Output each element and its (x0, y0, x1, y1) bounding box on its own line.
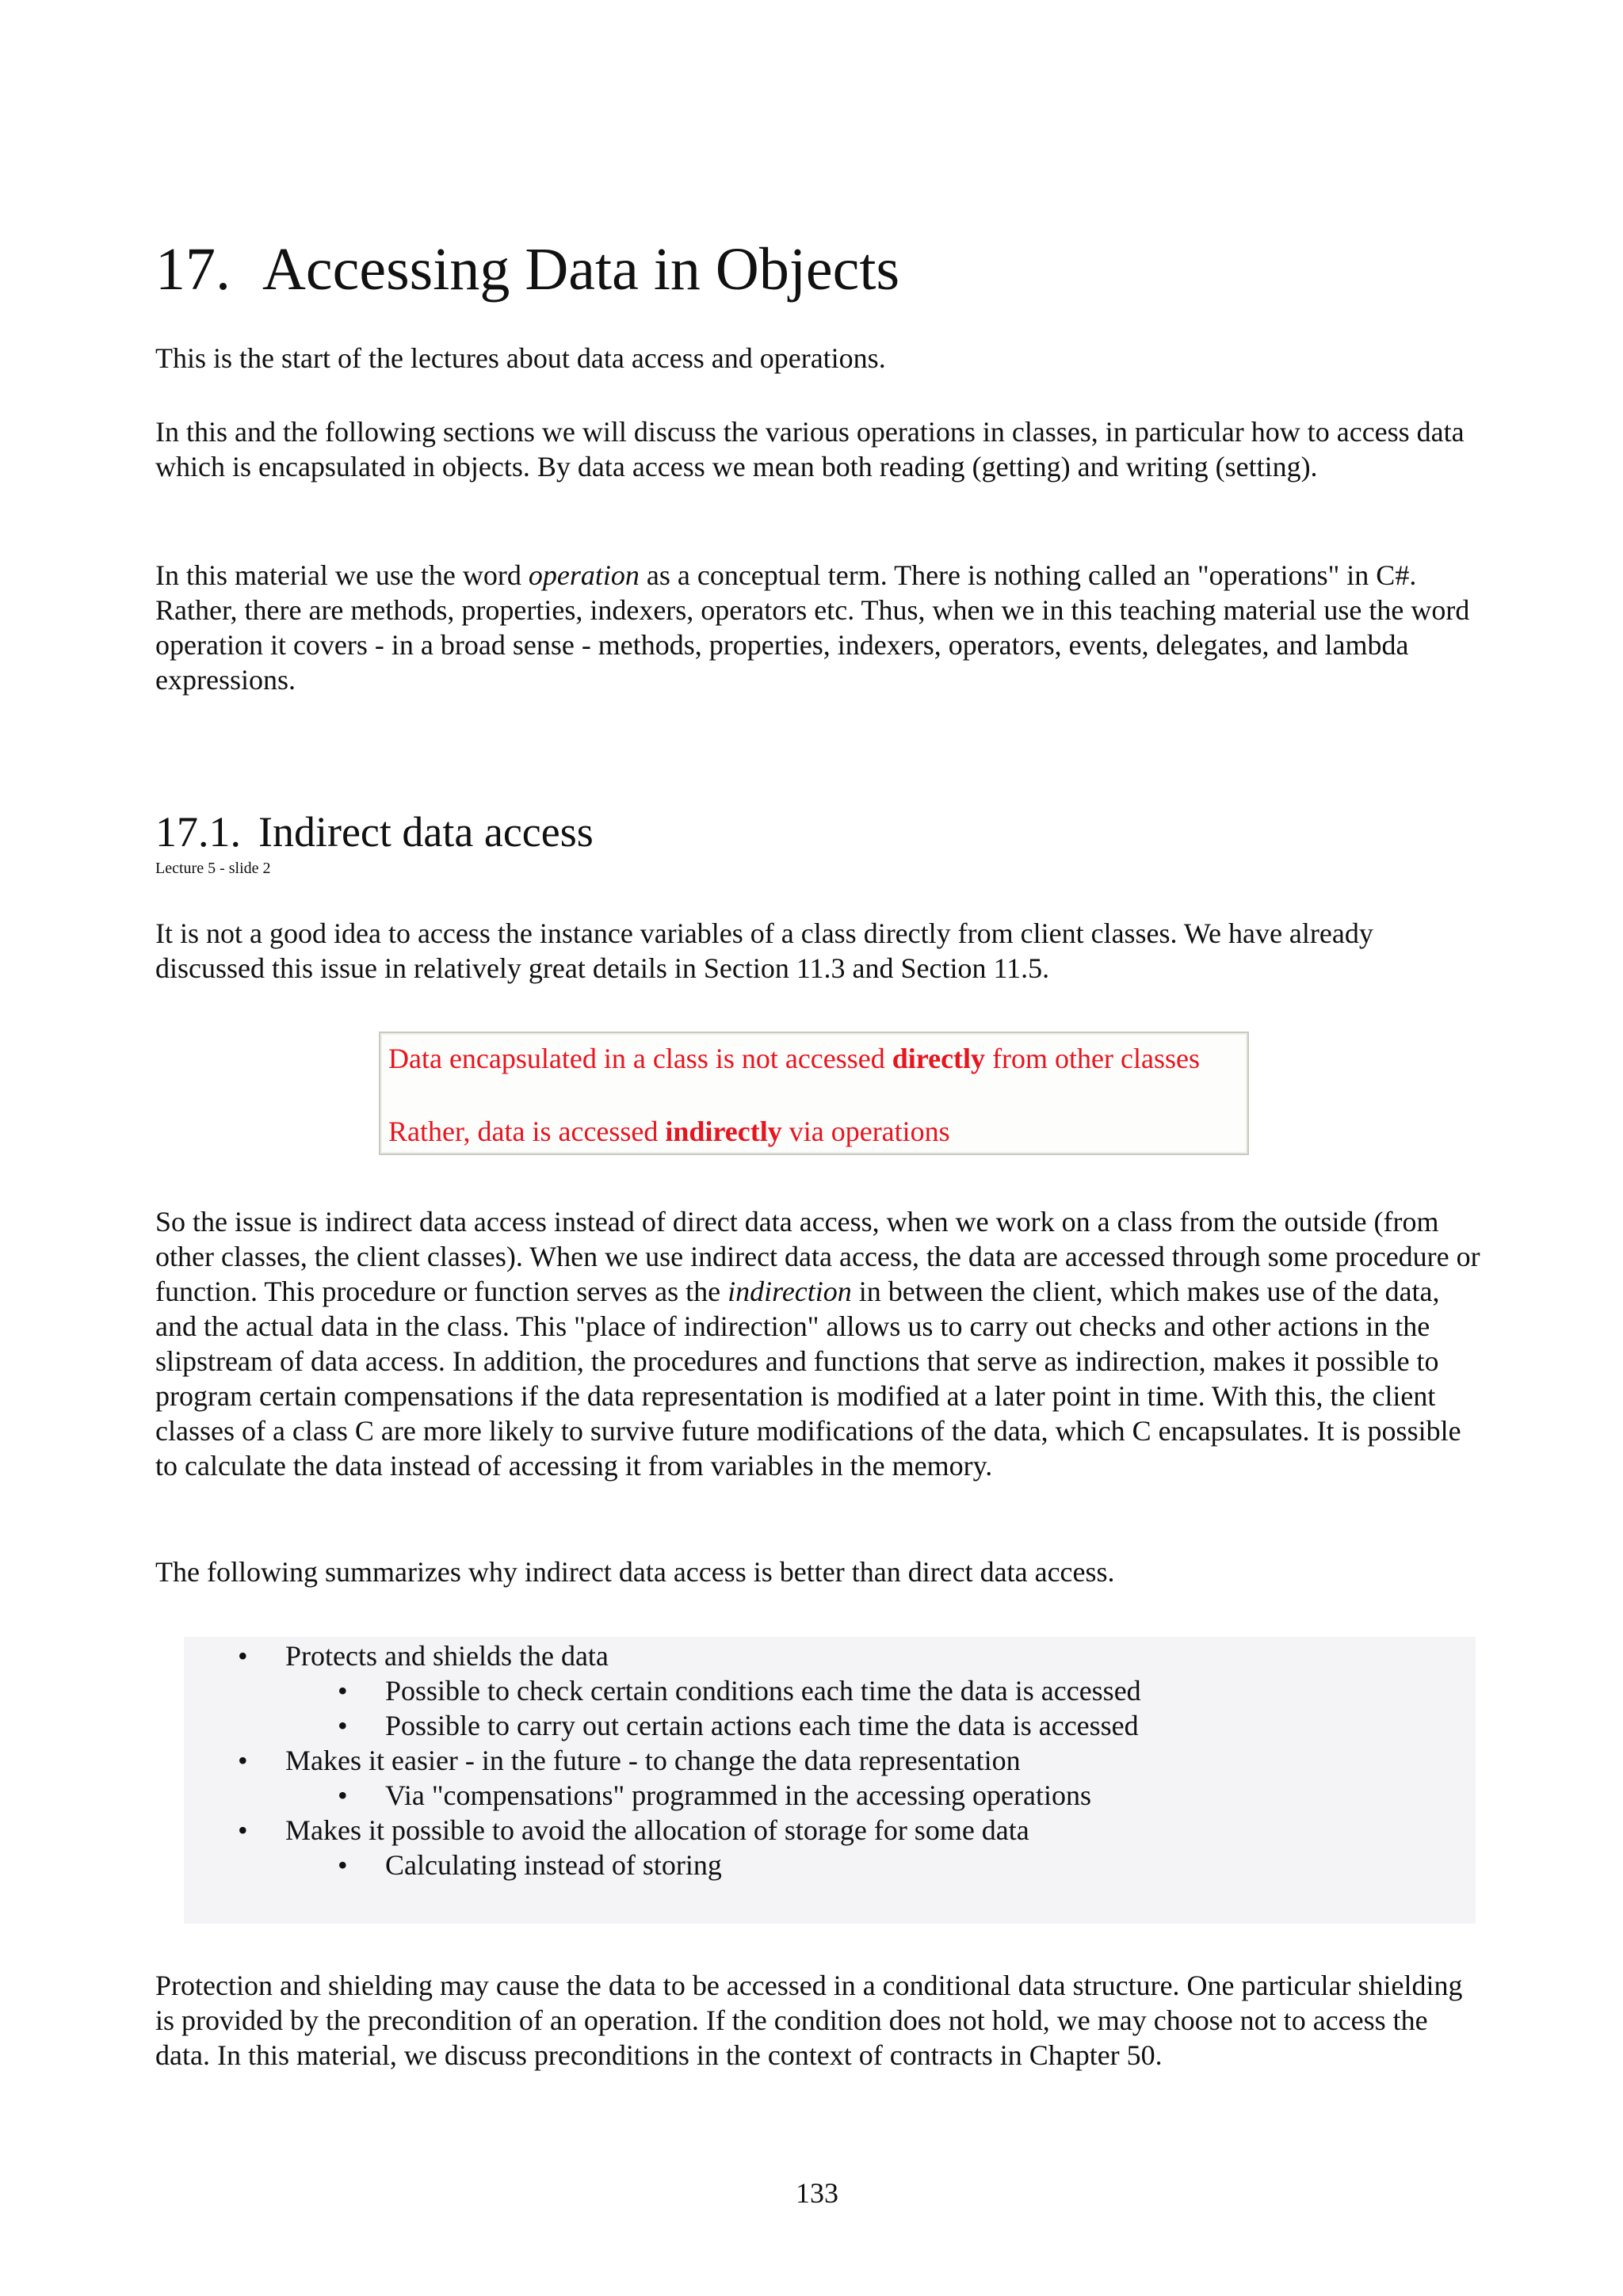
text-run: in between the client, which makes use of the data, and the actual data in the class. This "place of indirection" allows us to carry out checks and other actions in the slipstream of data access. In addition, the procedures and functions that serve as indirection, makes it possible to program certain compensations if the data representation is modified at a later point in time. With this, the client classes of a class C are more likely to survive future modifications of the data, which C encapsulates. It is possible to calculate the data instead of accessing it from variables in the memory. (155, 1276, 1461, 1482)
text-run: Rather, data is accessed (388, 1116, 666, 1147)
intro-paragraph-1: This is the start of the lectures about data access and operations. (155, 342, 886, 374)
key-point-callout (379, 1032, 1249, 1155)
list-item (238, 1743, 1021, 1778)
emphasis-indirectly: indirectly (665, 1116, 782, 1147)
section-number: 17.1. (155, 808, 241, 856)
section-title (155, 807, 594, 857)
text-run: from other classes (985, 1043, 1200, 1074)
bullet-icon: • (338, 1710, 348, 1741)
text-run: So the issue is indirect data access instead of direct data access, when we work on a class from the outside (from other classes, the client classes). When we use indirect data access, the data are accessed through some procedure or function. This procedure or function serves as the (155, 1206, 1480, 1307)
chapter-title (155, 235, 899, 304)
intro-paragraph-3 (155, 558, 1487, 697)
list-item-text: Protects and shields the data (285, 1640, 609, 1672)
intro-paragraph-2: In this and the following sections we will discuss the various operations in classes, in particular how to access data which is encapsulated in objects. By data access we mean both reading (getting) and writing (setting). (155, 416, 1465, 482)
callout-line-2 (388, 1114, 1247, 1149)
emphasis-directly: directly (892, 1043, 986, 1074)
section-paragraph-4: Protection and shielding may cause the data to be accessed in a conditional data structure. One particular shielding is provided by the precondition of an operation. If the condition does not hold, we may choose not to access the data. In this material, we discuss preconditions in the context of contracts in Chapter 50. (155, 1970, 1463, 2071)
text-run: Data encapsulated in a class is not accessed (388, 1043, 892, 1074)
section-paragraph-2 (155, 1204, 1487, 1483)
bullet-icon: • (338, 1779, 348, 1811)
list-item-text: Makes it easier - in the future - to change the data representation (285, 1745, 1021, 1776)
list-item (238, 1638, 609, 1673)
bullet-icon: • (238, 1814, 248, 1846)
callout-line-1 (388, 1041, 1247, 1076)
bullet-icon: • (338, 1675, 348, 1707)
list-item (338, 1673, 1141, 1708)
section-title-text: Indirect data access (258, 808, 594, 856)
emphasis-operation: operation (528, 559, 640, 591)
list-item-text: Possible to check certain conditions each time the data is accessed (385, 1675, 1141, 1707)
bullet-icon: • (338, 1849, 348, 1881)
text-run: via operations (781, 1116, 950, 1147)
section-paragraph-3: The following summarizes why indirect data access is better than direct data access. (155, 1556, 1115, 1588)
list-item (238, 1813, 1029, 1848)
page-number: 133 (796, 2177, 838, 2209)
list-item-text: Via "compensations" programmed in the accessing operations (385, 1779, 1091, 1811)
chapter-number: 17. (155, 236, 231, 303)
list-item (338, 1778, 1091, 1813)
slide-reference: Lecture 5 - slide 2 (155, 860, 271, 877)
text-run: In this material we use the word (155, 559, 529, 591)
list-item-text: Makes it possible to avoid the allocation of storage for some data (285, 1814, 1029, 1846)
bullet-icon: • (238, 1640, 248, 1672)
list-item-text: Calculating instead of storing (385, 1849, 722, 1881)
list-item (338, 1708, 1139, 1743)
list-item-text: Possible to carry out certain actions each time the data is accessed (385, 1710, 1139, 1741)
text-run: as a conceptual term. There is nothing called an "operations" in C#. Rather, there are methods, properties, indexers, operators etc. Thus, when we in this teaching material use the word operation it covers - in a broad sense - methods, properties, indexers, operators, events, delegates, and lambda expressions. (155, 559, 1470, 696)
emphasis-indirection: indirection (727, 1276, 852, 1307)
list-item (338, 1848, 722, 1882)
bullet-icon: • (238, 1745, 248, 1776)
section-paragraph-1: It is not a good idea to access the instance variables of a class directly from client classes. We have already discussed this issue in relatively great details in Section 11.3 and Section 11.5. (155, 917, 1373, 984)
chapter-title-text: Accessing Data in Objects (262, 236, 900, 303)
